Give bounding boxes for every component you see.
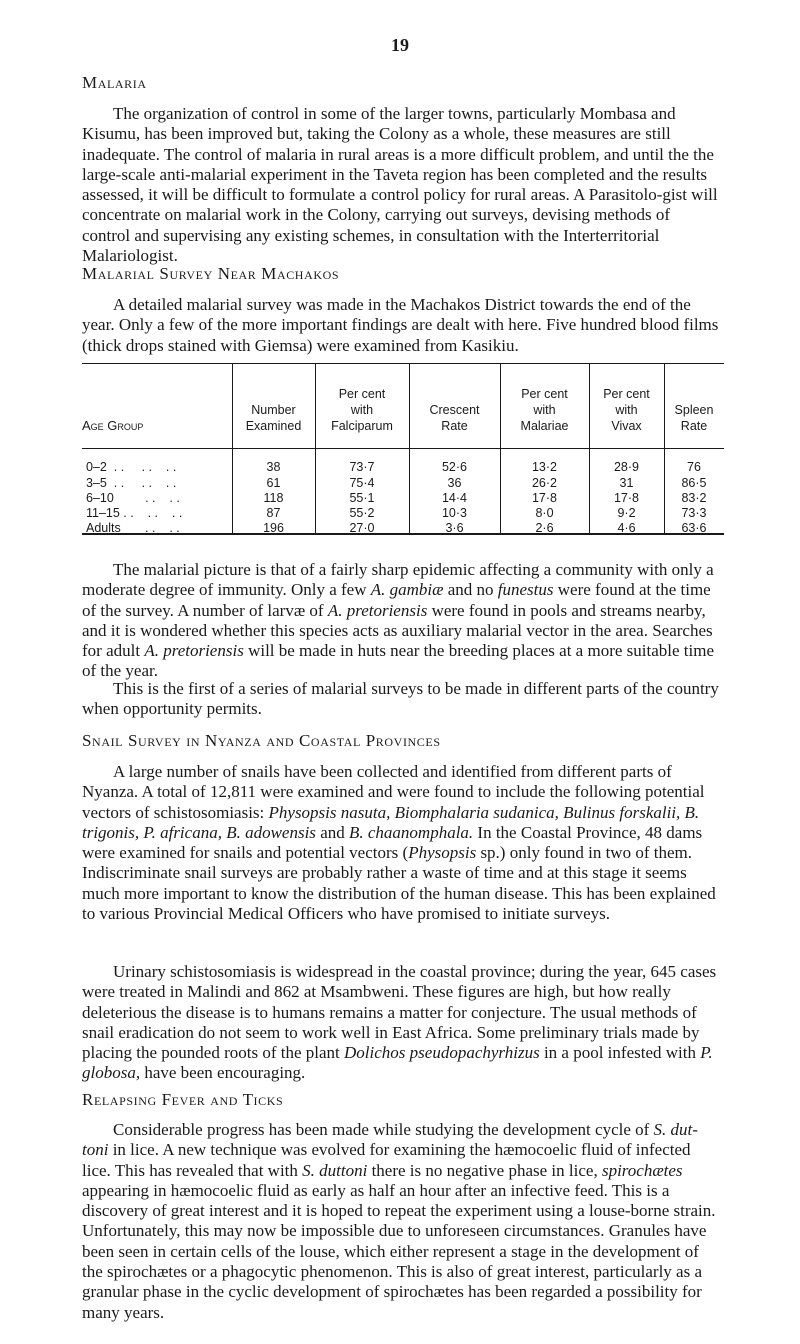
cell-falciparum: 75·4 — [349, 476, 375, 490]
header-crescent-rate: Crescent Rate — [429, 403, 480, 433]
paragraph-snail-collection: A large number of snails have been collected and identified from different parts of Nyanza. A total of 12,811 were examined and were found to include the following potential vectors of schistosomiasis: Physopsis nasuta, Biomphalaria sudanica, Bulinus forskalii, B. trigonis, P. africana, B. adowensis and B. chaanomphala. In the Coastal Province, 48 dams were examined for snails and potential vectors (Physopsis sp.) only found in two of them. Indiscriminate snail surveys are probably rather a waste of time and at this stage it seems much more important to know the distribution of the human disease. This has been explained to various Provincial Medical Officers who have promised to initiate surveys. — [82, 762, 716, 924]
cell-vivax: 4·6 — [617, 521, 636, 535]
page-number: 19 — [391, 35, 409, 55]
cell-falciparum: 27·0 — [349, 521, 375, 535]
cell-spleen-rate: 76 — [687, 460, 701, 474]
table-top-rule — [82, 363, 724, 364]
cell-spleen-rate: 83·2 — [681, 491, 707, 505]
cell-number-examined: 196 — [263, 521, 284, 535]
cell-spleen-rate: 73·3 — [681, 506, 707, 520]
paragraph-malaria-control: The organization of control in some of the larger towns, particularly Mombasa and Kisumu, has been improved but, taking the Colony as a whole, these measures are still inadequate. The control of malaria in rural areas is a more difficult problem, and until the the large-scale anti-malarial experiment in the Taveta region has been completed and the results assessed, it will be difficult to formulate a control policy for rural areas. A Parasitolo-gist will concentrate on malarial work in the Colony, carrying out surveys, devising methods of control and supervising any existing schemes, in consultation with the Interterritorial Malariologist. — [82, 104, 718, 266]
heading-snail-survey: Snail Survey in Nyanza and Coastal Provinces — [82, 731, 441, 750]
cell-number-examined: 87 — [266, 506, 281, 520]
header-falciparum: Per cent with Falciparum — [331, 387, 393, 433]
cell-spleen-rate: 86·5 — [681, 476, 707, 490]
cell-number-examined: 118 — [263, 491, 284, 505]
malaria-survey-table — [82, 363, 724, 535]
cell-spleen-rate: 63·6 — [681, 521, 707, 535]
cell-crescent-rate: 14·4 — [441, 491, 468, 505]
cell-falciparum: 55·2 — [349, 506, 375, 520]
table-row — [82, 476, 724, 492]
cell-crescent-rate: 10·3 — [441, 506, 468, 520]
heading-malaria: Malaria — [82, 73, 147, 92]
table-row — [82, 521, 724, 537]
header-spleen-rate: Spleen Rate — [674, 403, 714, 433]
table-row — [82, 506, 724, 522]
cell-vivax: 31 — [619, 476, 634, 490]
cell-crescent-rate: 36 — [447, 476, 462, 490]
heading-malarial-survey-machakos: Malarial Survey Near Machakos — [82, 264, 340, 283]
cell-vivax: 9·2 — [617, 506, 636, 520]
cell-falciparum: 73·7 — [349, 460, 375, 474]
heading-relapsing-fever: Relapsing Fever and Ticks — [82, 1090, 284, 1109]
cell-falciparum: 55·1 — [349, 491, 375, 505]
cell-vivax: 28·9 — [613, 460, 640, 474]
cell-crescent-rate: 3·6 — [445, 521, 464, 535]
paragraph-machakos-survey: A detailed malarial survey was made in the Machakos District towards the end of the year. Only a few of the more important findings are dealt with here. Five hundred blood films (thick drops stained with Giemsa) were examined from Kasikiu. — [82, 295, 719, 355]
cell-age-group: 0–2 . . . . . . — [86, 460, 177, 474]
header-vivax: Per cent with Vivax — [603, 387, 650, 433]
cell-malariae: 17·8 — [531, 491, 558, 505]
paragraph-malarial-picture: The malarial picture is that of a fairly sharp epidemic affecting a community with only a moderate degree of immunity. Only a few A. gambiæ and no funestus were found at the time of the survey. A number of larvæ of A. pretoriensis were found in pools and streams nearby, and it is wondered whether this species acts as auxiliary malarial vector in the area. Searches for adult A. pretoriensis will be made in huts near the breeding places at a more suitable time of the year. — [82, 560, 714, 681]
cell-number-examined: 38 — [266, 460, 281, 474]
cell-number-examined: 61 — [266, 476, 281, 490]
cell-malariae: 26·2 — [531, 476, 558, 490]
paragraph-series-surveys: This is the first of a series of malarial surveys to be made in different parts of the country when opportunity permits. — [82, 679, 719, 719]
header-age-group: Age Group — [82, 418, 144, 433]
cell-age-group: 11–15 . . . . . . — [86, 506, 183, 520]
cell-age-group: 6–10 . . . . — [86, 491, 180, 505]
table-row — [82, 491, 724, 507]
header-malariae: Per cent with Malariae — [520, 387, 569, 433]
header-number-examined: Number Examined — [245, 403, 302, 433]
cell-age-group: 3–5 . . . . . . — [86, 476, 177, 490]
cell-age-group: Adults . . . . — [86, 521, 180, 535]
table-row — [82, 460, 724, 476]
cell-malariae: 13·2 — [531, 460, 558, 474]
cell-crescent-rate: 52·6 — [441, 460, 468, 474]
cell-malariae: 8·0 — [535, 506, 554, 520]
cell-vivax: 17·8 — [613, 491, 640, 505]
paragraph-urinary-schistosomiasis: Urinary schistosomiasis is widespread in the coastal province; during the year, 645 cases were treated in Malindi and 862 at Msambweni. These figures are high, but how really deleterious the disease is to humans remains a matter for conjecture. The usual methods of snail eradication do not seem to work well in East Africa. Some preliminary trials made by placing the pounded roots of the plant Dolichos pseudopachyrhizus in a pool infested with P. globosa, have been encouraging. — [82, 962, 717, 1083]
cell-malariae: 2·6 — [535, 521, 554, 535]
paragraph-spirochaete-development: Considerable progress has been made while studying the development cycle of S. dut-toni in lice. A new technique was evolved for examining the hæmocoelic fluid of infected lice. This has revealed that with S. duttoni there is no negative phase in lice, spirochætes appearing in hæmocoelic fluid as early as half an hour after an infective feed. This is a discovery of great interest and it is hoped to repeat the experiment using a louse-borne strain. Unfortunately, this may now be impossible due to unforeseen circumstances. Granules have been seen in certain cells of the louse, which either represent a stage in the development of the spirochætes or a phagocytic phenomenon. This is also of great interest, particularly as a granular phase in the cyclic development of spirochætes has been regarded a possibility for many years. — [82, 1120, 716, 1322]
